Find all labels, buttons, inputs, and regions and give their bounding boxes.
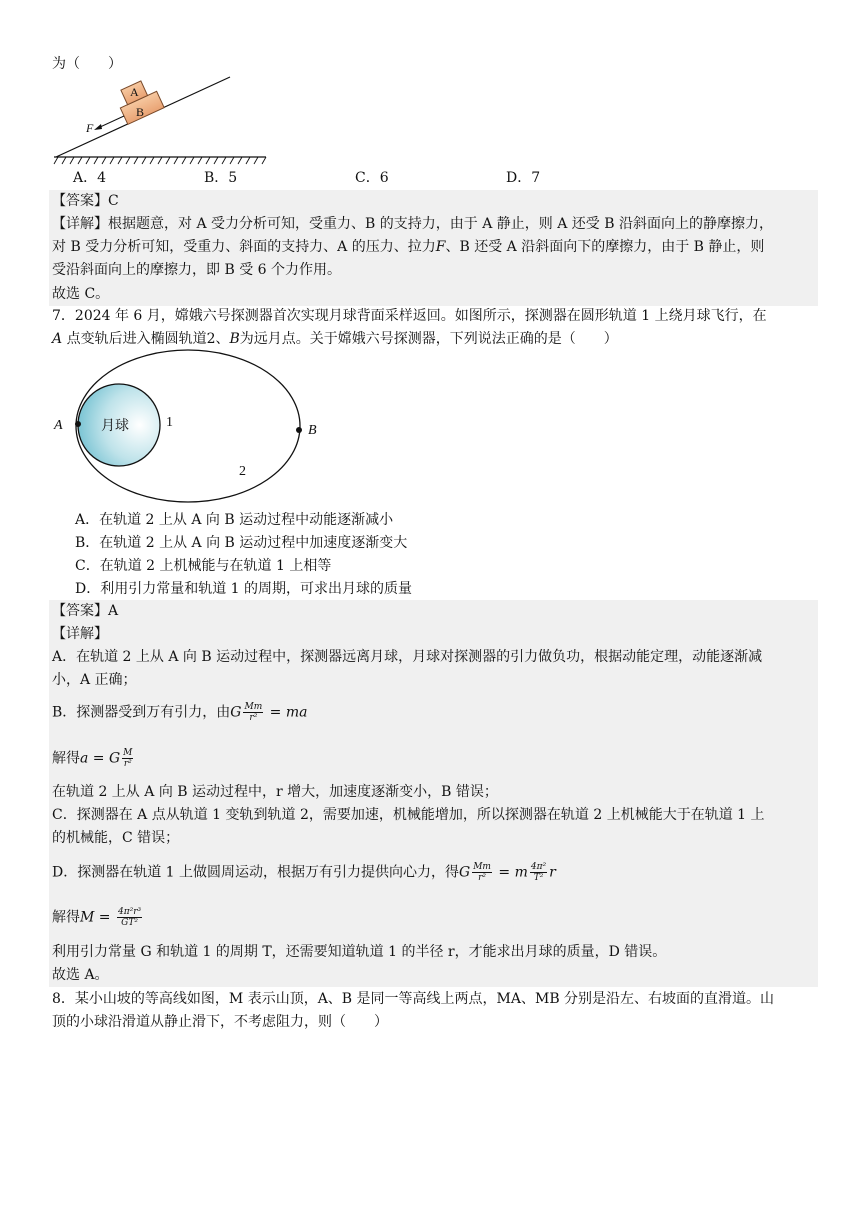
point-a-dot — [75, 421, 81, 427]
q7-detail-a-line-2: 小，A 正确； — [52, 672, 137, 688]
q7-stem-line-2: A 点变轨后进入椭圆轨道2、B为远月点。关于嫦娥六号探测器，下列说法正确的是（ ） — [52, 331, 618, 347]
q7-detail-head: 【详解】 — [52, 626, 108, 642]
q7-option-d: D．利用引力常量和轨道 1 的周期，可求出月球的质量 — [75, 581, 413, 597]
orbit-1-label: 1 — [166, 415, 173, 430]
q7-detail-a-line-1: A．在轨道 2 上从 A 向 B 运动过程中，探测器远离月球，月球对探测器的引力做负功，根据动能定理，动能逐渐减 — [52, 649, 763, 665]
q7-detail-d-line-3: 利用引力常量 G 和轨道 1 的周期 T，还需要知道轨道 1 的半径 r，才能求出月球的质量，D 错误。 — [52, 944, 667, 960]
block-a-label: A — [130, 85, 139, 99]
q6-option-b: B．5 — [204, 170, 238, 186]
q7-option-a: A．在轨道 2 上从 A 向 B 运动过程中动能逐渐减小 — [75, 512, 394, 528]
q7-detail-b-line-2: 解得a = G $\frac{M}{\text{r²}}$ — [52, 748, 133, 769]
q6-detail-line-3: 受沿斜面向上的摩擦力，即 B 受 6 个力作用。 — [52, 262, 341, 278]
block-b-label: B — [136, 105, 145, 119]
q6-option-d: D．7 — [506, 170, 541, 186]
force-arrow — [98, 116, 124, 128]
force-arrow-head — [94, 124, 102, 130]
q6-detail-line-2: 对 B 受力分析可知，受重力、斜面的支持力、A 的压力、拉力F、B 还受 A 沿斜面向下的摩擦力，由于 B 静止，则 — [52, 239, 765, 255]
q6-conclusion: 故选 C。 — [52, 286, 110, 302]
q8-stem-line-1: 8．某小山坡的等高线如图，M 表示山顶，A、B 是同一等高线上两点，MA、MB 分别是沿左、右坡面的直滑道。山 — [52, 991, 775, 1007]
q7-option-b: B．在轨道 2 上从 A 向 B 运动过程中加速度逐渐变大 — [75, 535, 408, 551]
q7-detail-d-line-2: 解得M = $\frac{\text{4π²r³}}{\text{GT²}}$ — [52, 907, 142, 928]
q7-detail-c-line-2: 的机械能，C 错误； — [52, 830, 180, 846]
q8-stem-line-2: 顶的小球沿滑道从静止滑下，不考虑阻力，则（ ） — [52, 1014, 388, 1030]
orbit-2-label: 2 — [239, 464, 246, 479]
q6-option-c: C．6 — [355, 170, 389, 186]
q7-detail-b-line-1: B．探测器受到万有引力，由G $\frac{Mm}{\text{r²}}$ = ma — [52, 702, 308, 723]
q6-answer: 【答案】C — [52, 193, 119, 209]
moon-label: 月球 — [101, 418, 129, 434]
ground-hatch — [54, 157, 266, 164]
q7-detail-b-line-3: 在轨道 2 上从 A 向 B 运动过程中，r 增大，加速度逐渐变小，B 错误； — [52, 784, 498, 800]
q7-stem-line-1: 7．2024 年 6 月，嫦娥六号探测器首次实现月球背面采样返回。如图所示，探测器在圆形轨道 1 上绕月球飞行，在 — [52, 308, 767, 324]
force-label: F — [86, 121, 94, 135]
q7-conclusion: 故选 A。 — [52, 967, 109, 983]
point-a-label: A — [54, 418, 63, 433]
point-b-label: B — [308, 423, 317, 438]
q6-incline-figure — [50, 74, 270, 168]
q6-option-a: A．4 — [73, 170, 107, 186]
q6-stem-tail: 为（ ） — [52, 56, 122, 72]
q7-detail-d-line-1: D．探测器在轨道 1 上做圆周运动，根据万有引力提供向心力，得G $\frac{Mm}{\text{r²}}$ = m $\frac{\text{4π²}}{\text{T²}}$ r — [52, 862, 556, 883]
q7-option-c: C．在轨道 2 上机械能与在轨道 1 上相等 — [75, 558, 332, 574]
q6-detail-line-1: 【详解】根据题意，对 A 受力分析可知，受重力、B 的支持力，由于 A 静止，则 A 还受 B 沿斜面向上的静摩擦力， — [52, 216, 773, 232]
q7-detail-c-line-1: C．探测器在 A 点从轨道 1 变轨到轨道 2，需要加速，机械能增加，所以探测器在轨道 2 上机械能大于在轨道 1 上 — [52, 807, 765, 823]
point-b-dot — [296, 427, 302, 433]
q7-orbit-figure — [48, 348, 338, 510]
q7-answer: 【答案】A — [52, 603, 119, 619]
